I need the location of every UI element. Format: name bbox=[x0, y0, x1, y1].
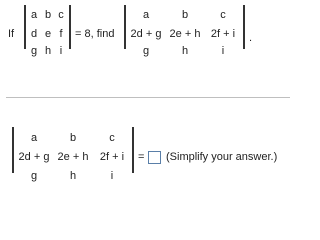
det-cell: 2d + g bbox=[18, 151, 50, 163]
given-value-text: = 8, find bbox=[75, 28, 115, 40]
det-cell: g bbox=[142, 45, 150, 57]
det-cell: h bbox=[69, 170, 77, 182]
det-cell: h bbox=[181, 45, 189, 57]
det-cell: 2e + h bbox=[169, 28, 201, 40]
det-cell: d bbox=[30, 28, 38, 40]
det-cell: i bbox=[221, 45, 225, 57]
det-cell: h bbox=[44, 45, 52, 57]
answer-input[interactable] bbox=[148, 151, 161, 164]
det-cell: g bbox=[30, 45, 38, 57]
det-cell: i bbox=[59, 45, 63, 57]
end-period: . bbox=[249, 32, 253, 44]
det-cell: a bbox=[30, 132, 38, 144]
det-cell: c bbox=[109, 132, 115, 144]
det-cell: b bbox=[44, 9, 52, 21]
det-cell: c bbox=[220, 9, 226, 21]
det-cell: b bbox=[69, 132, 77, 144]
det-cell: c bbox=[58, 9, 64, 21]
det-cell: 2d + g bbox=[130, 28, 162, 40]
det-cell: e bbox=[44, 28, 52, 40]
det-cell: f bbox=[59, 28, 63, 40]
det-cell: 2f + i bbox=[210, 28, 236, 40]
det-cell: a bbox=[142, 9, 150, 21]
det-cell: i bbox=[110, 170, 114, 182]
det-cell: b bbox=[181, 9, 189, 21]
det-cell: 2e + h bbox=[57, 151, 89, 163]
equals-sign: = bbox=[138, 151, 145, 163]
det-right-bar bbox=[243, 5, 245, 49]
det-cell: 2f + i bbox=[99, 151, 125, 163]
det-cell: g bbox=[30, 170, 38, 182]
if-label: If bbox=[8, 28, 15, 40]
simplify-hint: (Simplify your answer.) bbox=[166, 151, 278, 163]
det-right-bar bbox=[69, 5, 71, 49]
section-divider bbox=[6, 97, 290, 98]
det-right-bar bbox=[132, 127, 134, 173]
det-cell: a bbox=[30, 9, 38, 21]
